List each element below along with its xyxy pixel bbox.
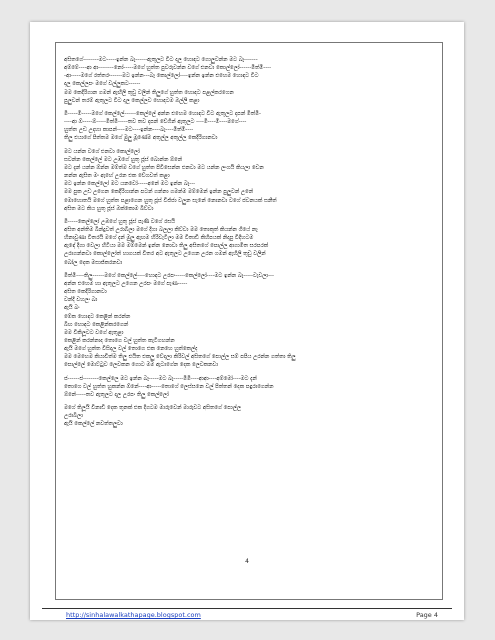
text-line: මම විකිලූවට වගේ ඇතුළා (64, 329, 124, 336)
text-line: බෝල දෙක මසාජ්කරනවා (64, 259, 123, 266)
text-line: ඇයි කෙල්ලේ නවත්තලුවා (64, 421, 123, 428)
text-line: ඇඳේ දිගා වෙලා හිටියා මම මම්මෙන් ඉන්න නොවා තිලු අසිතගේ පොල්ල ආගාමිත සරපරක් (64, 243, 269, 250)
text-line: පොල්ලේ මොට්ටුව ලෙවකන ගොට මම ඇටාගේන දෙක ලෙවකනවා (64, 362, 219, 369)
text-line: අසිත අන්තිම බින්දුවත් උරාබිලා මගේ දිගා බලලා කිව්වා මම තොකුත් කියන්න ගියේ නෑ (64, 226, 258, 233)
text-line: අන්න එහෙම හා ඇතුලට උගෙන උරපං මගේ පැණ----- (64, 280, 188, 287)
text-line: වන්දි වහලං බා (64, 297, 98, 304)
document-page (30, 22, 464, 620)
text-line: උරාගන්නවා කොල්ලෝත් හාගයක් විතර අට ඇතුලට උගෙන උරන ගමන් ඇහිලි තුඩු වලින් (64, 251, 266, 258)
text-line: පුලුවන් තරම් ඇතුලට විට දාල කෙල්ලව හොඳටම ඔල්ලි කළා (64, 97, 200, 104)
text-line: මට දැන් යන්න ඕන්න මම්ත්ම වගේ හුත්ත පිවිසෙන්න එනවා මට යන්න ලංගයි කියලා වෙන (64, 164, 264, 171)
text-line: ඇයි බං (64, 305, 80, 312)
text-line: මට ඉන්න කෙල්ලෝ මට යනවෝ-----අනේ මට ඉන්න බෑ--- (64, 181, 196, 188)
text-line: මට යන්න වගේ එනවා කොල්ලෝ (64, 148, 140, 155)
text-line: මේක හොඳට කෙළින් කරන්න (64, 313, 131, 320)
text-line: හිනාවුණා විතරයි මගේ දැන් මුලු ඇඟම හිරිවැටිලා මම විතාඩි කිහිපයක් නිදාපු විදිහටම (64, 235, 254, 242)
text-line: මම කෙදිරිගාන ගමන් ඇඟිලි තුඩු වලින් තිලුගේ හුත්ත හොඳට පළල්කරගෙන (64, 89, 234, 96)
page-number: 4 (245, 558, 249, 565)
text-line: තිලු එයාගේ පිත්තම මගේ මුලු මූණේම අතුල්ල අතුල්ල කෙදිරිගානවා (64, 135, 218, 142)
text-line: මි-----කෙල්ලෝ උඹගේ හුතු ජූස් පැණි වගේ රසයි (64, 218, 175, 225)
text-line: මොහොතයි මගේ හුත්ත පළාගෙන හුතු ජූස් විජ්ජා වලුන සැනේ නොනවා වගේ ජවනයක් සනීත් (64, 197, 277, 204)
text-line: -ආ-----මගේ රත්තරං------මට ඉන්න---බෑ කොල්ලෝ----ඉන්න ඉන්න එහෙම හොඳට විට (64, 73, 259, 80)
text-line: ----ආ ඕ-----ඕ-----මිත්මි-----තව තව දාපන් වේගින් ඇතුලට ----මි----මි----මගේ---- (64, 119, 247, 126)
text-line: මම පුක උඩ උගෙන කෙදිරිගාන්න පටන් ගන්නා ගමන්ම මම්මෙන් ඉන්න පුලුවන් උනේ (64, 189, 254, 196)
text-line: මම මෙහෙම කියාවිත්ම තිලු එයිත එකලු වේදලා කිරිවල් අසිතගේ පොල්ල සම් පපිය උරන්න ගත්තා තිලු (64, 354, 296, 361)
text-line: මගේ තිලූයි විනාඩි දෙක තුනක් එක දිගටම මාරුවෙන් මාරුවට අසිතගේ පොල්ල (64, 405, 241, 412)
text-line: බිඟ හොඳට කෙළින්කරගෙන් (64, 321, 129, 328)
text-line: ජ------ජ--------කෙල්ලෙ මට ඉන්න බෑ-----මට බෑ-----මිමි----ආආ----අම්මෝ----මට දැන් (64, 375, 257, 382)
text-line: අසිතගේ--------මට-----ඉන්න බෑ------ඇතුලට විට දාල හොඳට ගොලුවන්න මට බෑ------- (64, 57, 258, 63)
text-line: අසිත මට කිය හුතු ජූස් ඔක්කොම බිව්වා (64, 205, 154, 212)
text-line: ඇයි මගේ හුත්ත විසිදල වල් තොගෙ එක නෙහෙ හුත්කෙල්ද (64, 346, 198, 353)
text-line: ඕනේ-----තව ඇතුලට දාල උරපං තිලු කෙල්ලෝ (64, 391, 169, 398)
text-line: නන්න ඇසිත මං ඇහේ උරන එක වේගවත් කළා (64, 173, 170, 180)
text-line: තොගෙ වල් හුත්ත හුකන්න ඕනේ----ආ-----තොගේ ලෙස්සනෙ වල් පිත්තන් දෙක පඳුරාගෙන්න (64, 383, 274, 390)
footer-blog-link[interactable]: http://sinhalawalkathapage.blogspot.com (66, 611, 201, 619)
text-line: උරාබීලා (64, 413, 83, 420)
story-text (64, 56, 432, 429)
text-line: දාල කෙල්ලපං මගේ වල්ලුකට------ (64, 81, 141, 88)
footer-page-label: Page 4 (416, 611, 438, 619)
text-line: අම්මේ----ආ ආ--------නෝ-----මගේ හුත්ත පුවරුවන්න වගේ එනවා කොල්ලෝ------මිත්මි---- (64, 65, 272, 72)
text-line: මි-----මි-----මගේ කෙල්ලේ------කෙල්ලේ අන්න එහෙම හොඳට විට ඇතුලට දාපන් මිත්මි- (64, 110, 261, 117)
text-line: මිත්මි----තිලු------මගේ කෙල්ලේ----හොඳට උරපං-----කෙල්ලෝ----මට ඉන්න බෑ-----වැවලා--- (64, 272, 274, 279)
footer-divider (42, 608, 452, 609)
text-line: හුත්ත උඩ උදාහා කාපන්----මට----ඉන්න----බෑ----මිත්මි---- (64, 127, 194, 134)
text-line: අසිත කෙදිරිගානවා (64, 289, 107, 296)
text-line: කෙළින් කරන්නාද තොගෙ වල් හුත්ත කැටිගහන්න (64, 338, 175, 344)
text-line: සවන්න කෙල්ලේ මට උඹගේ හුතු ජූස් බොන්න ඕනේ (64, 156, 183, 163)
